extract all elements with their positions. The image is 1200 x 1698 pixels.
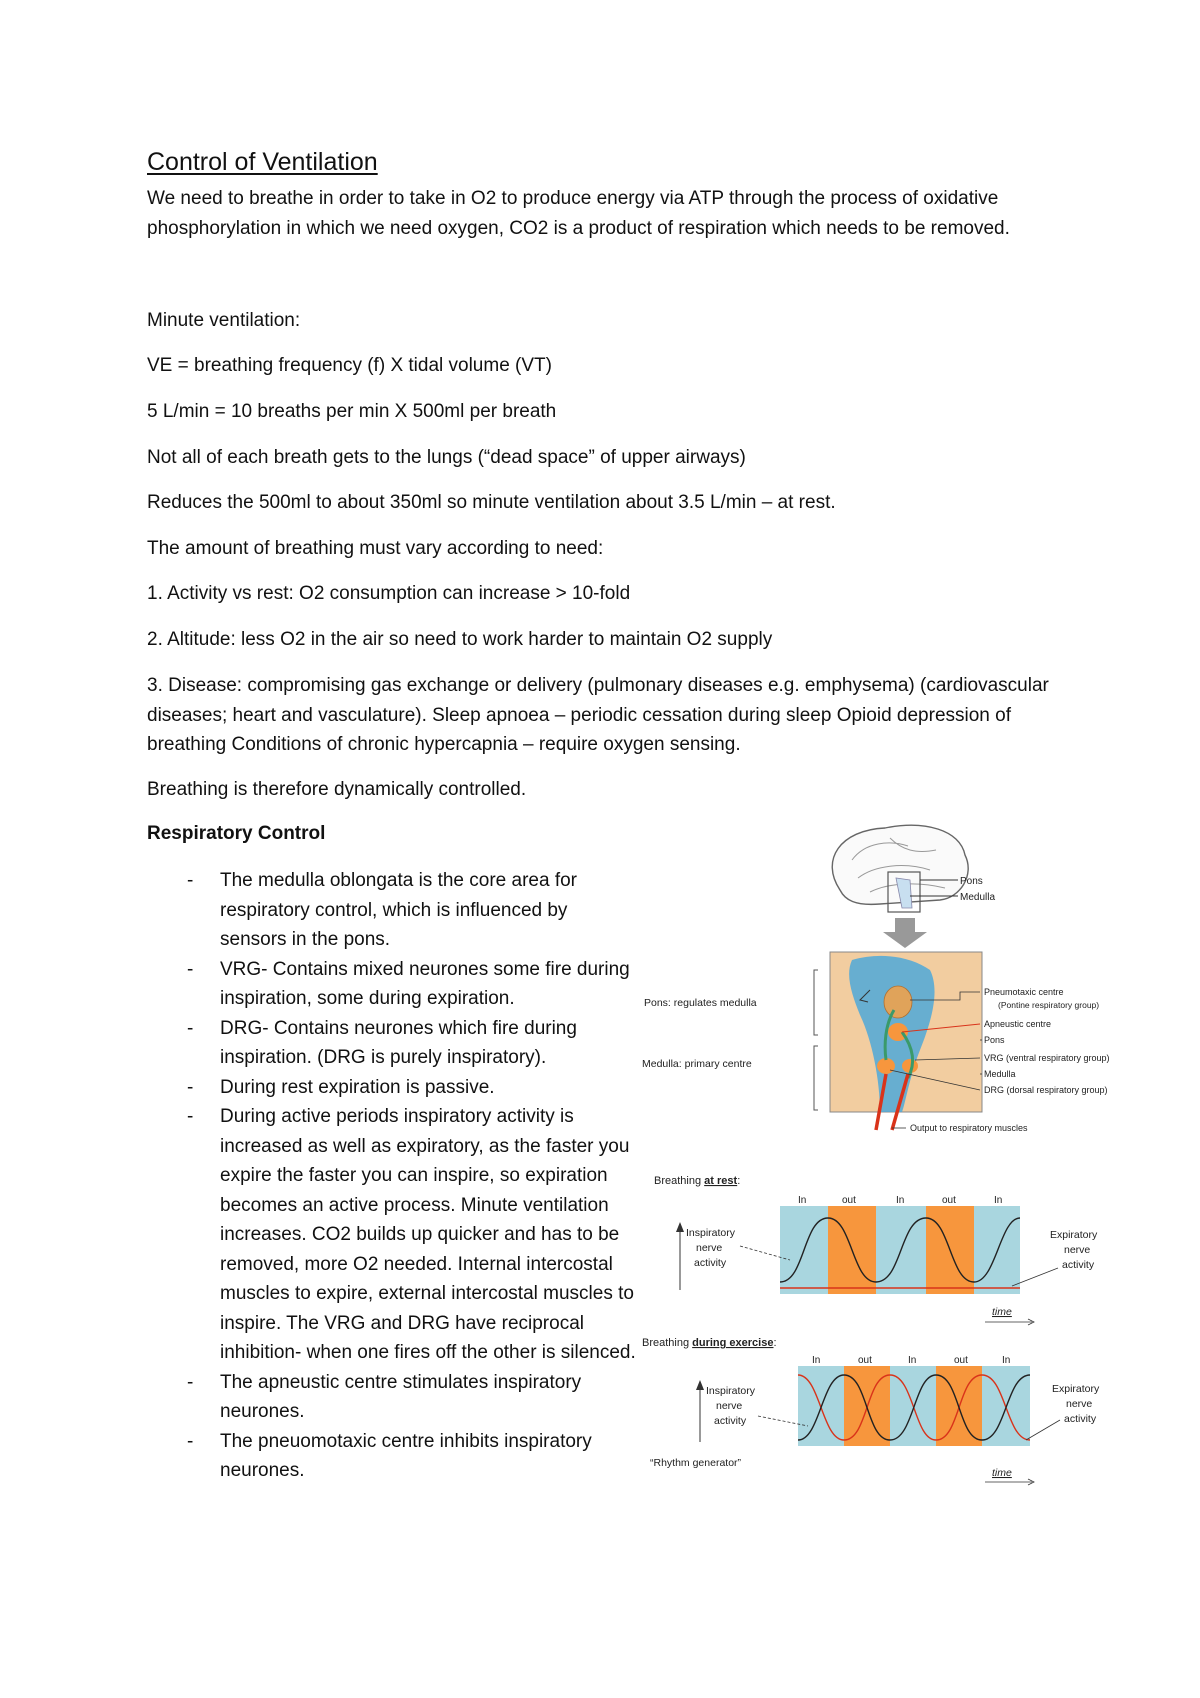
drg-label: DRG (dorsal respiratory group)	[984, 1085, 1108, 1095]
exercise-right-label-1: Expiratory	[1052, 1383, 1100, 1395]
rest-phase-3: In	[896, 1195, 905, 1206]
brain-pons-label: Pons	[960, 876, 983, 887]
rest-left-label-1: Inspiratory	[686, 1227, 736, 1239]
rest-phase-2: out	[842, 1195, 856, 1206]
exercise-phase-1: In	[812, 1355, 821, 1366]
exercise-left-label-1: Inspiratory	[706, 1385, 756, 1397]
rest-phase-5: In	[994, 1195, 1003, 1206]
list-item: - The pneuomotaxic centre inhibits inspiratory neurones.	[147, 1427, 637, 1486]
minute-ventilation-label: Minute ventilation:	[147, 310, 301, 331]
rest-left-label-2: nerve	[696, 1242, 723, 1254]
exercise-title: Breathing during exercise:	[642, 1337, 777, 1349]
rest-right-label-3: activity	[1062, 1259, 1095, 1271]
list-item: - During active periods inspiratory activity is increased as well as expiratory, as the faster you expire the faster you can inspire, so expiration becomes an active process. Minute ventilation increases. CO2 builds up quicker and has to be removed, more O2 needed. Internal intercostal muscles to expire, external intercostal muscles to inspire. The VRG and DRG have reciprocal inhibition- when one fires off the other is silenced.	[147, 1102, 637, 1368]
breathing-exercise-chart	[642, 1337, 1100, 1485]
reduces-text: Reduces the 500ml to about 350ml so minute ventilation about 3.5 L/min – at rest.	[147, 492, 836, 513]
pneumotaxic-sub-label: (Pontine respiratory group)	[998, 1000, 1100, 1010]
exercise-phase-3: In	[908, 1355, 917, 1366]
page-title: Control of Ventilation	[147, 148, 378, 176]
rest-phase-1: In	[798, 1195, 807, 1206]
list-item: - The apneustic centre stimulates inspiratory neurones.	[147, 1368, 637, 1427]
list-item: - The medulla oblongata is the core area for respiratory control, which is influenced by sensors in the pons.	[147, 866, 637, 955]
point-altitude: 2. Altitude: less O2 in the air so need to work harder to maintain O2 supply	[147, 629, 773, 650]
pneumotaxic-label: Pneumotaxic centre	[984, 987, 1064, 997]
list-item: - During rest expiration is passive.	[147, 1073, 637, 1103]
medulla2-label: Medulla	[984, 1069, 1016, 1079]
apneustic-label: Apneustic centre	[984, 1019, 1052, 1029]
exercise-phase-4: out	[954, 1355, 968, 1366]
rhythm-generator-label: “Rhythm generator”	[650, 1457, 742, 1469]
list-item: - VRG- Contains mixed neurones some fire during inspiration, some during expiration.	[147, 955, 637, 1014]
vrg-label: VRG (ventral respiratory group)	[984, 1053, 1110, 1063]
dead-space-text: Not all of each breath gets to the lungs (“dead space” of upper airways)	[147, 447, 746, 468]
rest-right-label-1: Expiratory	[1050, 1229, 1098, 1241]
exercise-left-label-2: nerve	[716, 1400, 743, 1412]
rest-title: Breathing at rest:	[654, 1175, 741, 1187]
respiratory-figure	[640, 820, 1160, 1540]
formula-text: VE = breathing frequency (f) X tidal volume (VT)	[147, 355, 552, 376]
medulla-primary-label: Medulla: primary centre	[642, 1058, 752, 1070]
rest-right-label-2: nerve	[1064, 1244, 1091, 1256]
exercise-right-label-2: nerve	[1066, 1398, 1093, 1410]
pons-regulates-label: Pons: regulates medulla	[644, 997, 757, 1009]
dynamic-text: Breathing is therefore dynamically controlled.	[147, 779, 527, 800]
list-item: - DRG- Contains neurones which fire during inspiration. (DRG is purely inspiratory).	[147, 1014, 637, 1073]
respiratory-control-list	[147, 866, 637, 1486]
point-disease: 3. Disease: compromising gas exchange or delivery (pulmonary diseases e.g. emphysema) (cardiovascular diseases; heart and vasculature). Sleep apnoea – periodic cessation during sleep Opioid depression of breathing Conditions of chronic hypercapnia – require oxygen sensing.	[147, 675, 1049, 755]
vary-text: The amount of breathing must vary according to need:	[147, 538, 604, 559]
rest-left-label-3: activity	[694, 1257, 727, 1269]
breathing-rest-chart	[654, 1175, 1098, 1325]
pons2-label: Pons	[984, 1035, 1005, 1045]
down-arrow-icon	[883, 918, 927, 948]
brainstem-diagram	[830, 952, 982, 1130]
rest-phase-4: out	[942, 1195, 956, 1206]
respiratory-control-heading: Respiratory Control	[147, 823, 326, 844]
output-label: Output to respiratory muscles	[910, 1123, 1028, 1133]
exercise-phase-2: out	[858, 1355, 872, 1366]
rest-time-label: time	[992, 1306, 1012, 1318]
exercise-left-label-3: activity	[714, 1415, 747, 1427]
exercise-phase-5: In	[1002, 1355, 1011, 1366]
exercise-time-label: time	[992, 1467, 1012, 1479]
intro-paragraph: We need to breathe in order to take in O2 to produce energy via ATP through the process of oxidative phosphorylation in which we need oxygen, CO2 is a product of respiration which needs to be removed.	[147, 188, 1010, 239]
example-text: 5 L/min = 10 breaths per min X 500ml per breath	[147, 401, 557, 422]
brain-medulla-label: Medulla	[960, 892, 996, 903]
exercise-right-label-3: activity	[1064, 1413, 1097, 1425]
point-activity: 1. Activity vs rest: O2 consumption can increase > 10-fold	[147, 583, 631, 604]
brain-outline-icon	[832, 825, 968, 912]
